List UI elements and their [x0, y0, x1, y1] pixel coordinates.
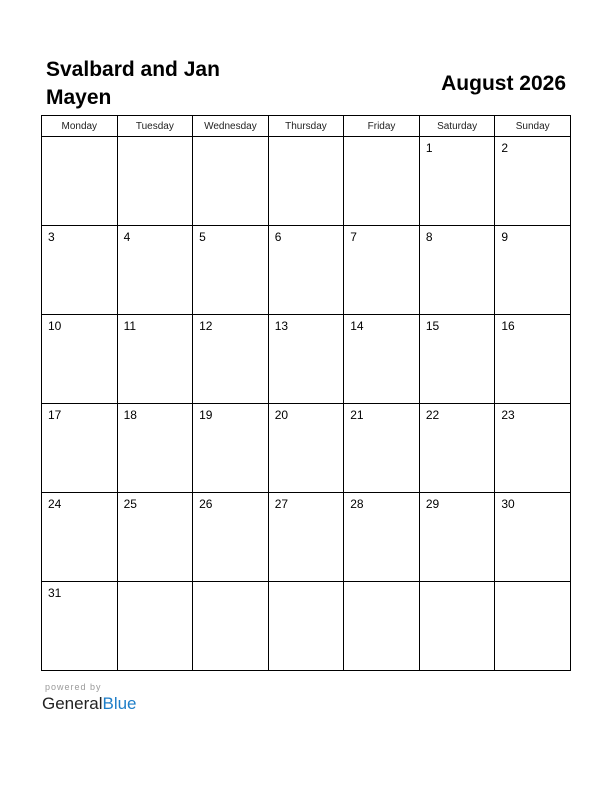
day-number: 16: [501, 319, 515, 333]
weekday-header-friday: Friday: [344, 116, 420, 137]
day-number: 18: [123, 408, 137, 422]
day-number: 24: [48, 497, 62, 511]
day-cell: [495, 493, 571, 582]
generalblue-logo[interactable]: [42, 693, 137, 715]
day-cell: [193, 226, 269, 315]
day-cell: [117, 582, 193, 671]
calendar-region-title: Svalbard and Jan Mayen: [46, 58, 220, 109]
week-row: [42, 137, 571, 226]
weekday-header-tuesday: Tuesday: [117, 116, 193, 137]
day-cell: [42, 493, 118, 582]
logo-text-blue: Blue: [102, 694, 137, 713]
day-cell: [193, 404, 269, 493]
generalblue-footer: [42, 682, 137, 715]
day-number: 20: [274, 408, 289, 422]
day-number: [420, 582, 495, 586]
weekday-header-sunday: Sunday: [495, 116, 571, 137]
day-number: 25: [123, 497, 137, 511]
day-number: 27: [274, 497, 289, 511]
day-number: [269, 582, 344, 586]
day-cell: [193, 137, 269, 226]
day-number: 22: [425, 408, 440, 422]
day-cell: [495, 582, 571, 671]
day-number: 7: [350, 230, 357, 244]
day-number: [269, 137, 344, 141]
day-cell: [495, 137, 571, 226]
day-number: 31: [48, 586, 62, 600]
week-row: [42, 582, 571, 671]
day-cell: [42, 315, 118, 404]
week-row: [42, 493, 571, 582]
day-number: 14: [350, 319, 364, 333]
day-number: 28: [350, 497, 364, 511]
day-number: 12: [199, 319, 213, 333]
weekday-header-monday: Monday: [42, 116, 118, 137]
day-cell: [42, 137, 118, 226]
day-cell: [344, 404, 420, 493]
day-cell: [268, 226, 344, 315]
day-cell: [268, 137, 344, 226]
day-number: 6: [274, 230, 282, 244]
day-cell: [495, 315, 571, 404]
day-number: [193, 137, 268, 141]
day-number: [118, 582, 193, 586]
day-cell: [344, 493, 420, 582]
day-number: 5: [199, 230, 206, 244]
day-number: 30: [501, 497, 515, 511]
weekday-header-row: [42, 116, 571, 137]
day-number: 13: [274, 319, 289, 333]
weekday-header-thursday: Thursday: [268, 116, 344, 137]
day-cell: [419, 137, 495, 226]
day-cell: [268, 315, 344, 404]
powered-by-label: powered by: [45, 682, 102, 692]
day-cell: [268, 404, 344, 493]
calendar-grid: [41, 115, 571, 671]
day-number: 15: [425, 319, 440, 333]
day-cell: [193, 493, 269, 582]
day-cell: [42, 582, 118, 671]
day-number: [495, 582, 570, 586]
day-number: 10: [48, 319, 62, 333]
day-cell: [268, 493, 344, 582]
day-number: 21: [350, 408, 364, 422]
day-cell: [419, 226, 495, 315]
week-row: [42, 404, 571, 493]
day-cell: [419, 404, 495, 493]
day-number: 9: [501, 230, 509, 244]
day-number: 1: [425, 141, 433, 155]
day-cell: [419, 315, 495, 404]
calendar-month-title: August 2026: [441, 72, 566, 95]
day-cell: [193, 582, 269, 671]
day-number: 4: [123, 230, 131, 244]
day-cell: [117, 315, 193, 404]
day-cell: [495, 404, 571, 493]
day-number: 8: [425, 230, 433, 244]
weekday-header-saturday: Saturday: [419, 116, 495, 137]
day-cell: [495, 226, 571, 315]
day-number: 23: [501, 408, 515, 422]
day-cell: [193, 315, 269, 404]
day-cell: [117, 226, 193, 315]
day-number: [42, 137, 117, 141]
day-number: 2: [501, 141, 509, 155]
day-cell: [117, 404, 193, 493]
day-cell: [419, 582, 495, 671]
day-cell: [344, 226, 420, 315]
day-number: 19: [199, 408, 213, 422]
day-number: [344, 582, 419, 586]
day-number: 11: [123, 319, 137, 333]
day-number: [344, 137, 419, 141]
day-number: 17: [48, 408, 62, 422]
week-row: [42, 315, 571, 404]
day-number: 26: [199, 497, 213, 511]
day-cell: [117, 493, 193, 582]
day-number: 29: [425, 497, 440, 511]
day-cell: [344, 582, 420, 671]
week-row: [42, 226, 571, 315]
day-cell: [344, 137, 420, 226]
day-cell: [42, 404, 118, 493]
day-cell: [419, 493, 495, 582]
logo-text-general: General: [42, 694, 103, 713]
day-cell: [42, 226, 118, 315]
weekday-header-wednesday: Wednesday: [193, 116, 269, 137]
day-number: 3: [48, 230, 55, 244]
day-cell: [117, 137, 193, 226]
day-cell: [344, 315, 420, 404]
day-number: [118, 137, 193, 141]
day-number: [193, 582, 268, 586]
day-cell: [268, 582, 344, 671]
